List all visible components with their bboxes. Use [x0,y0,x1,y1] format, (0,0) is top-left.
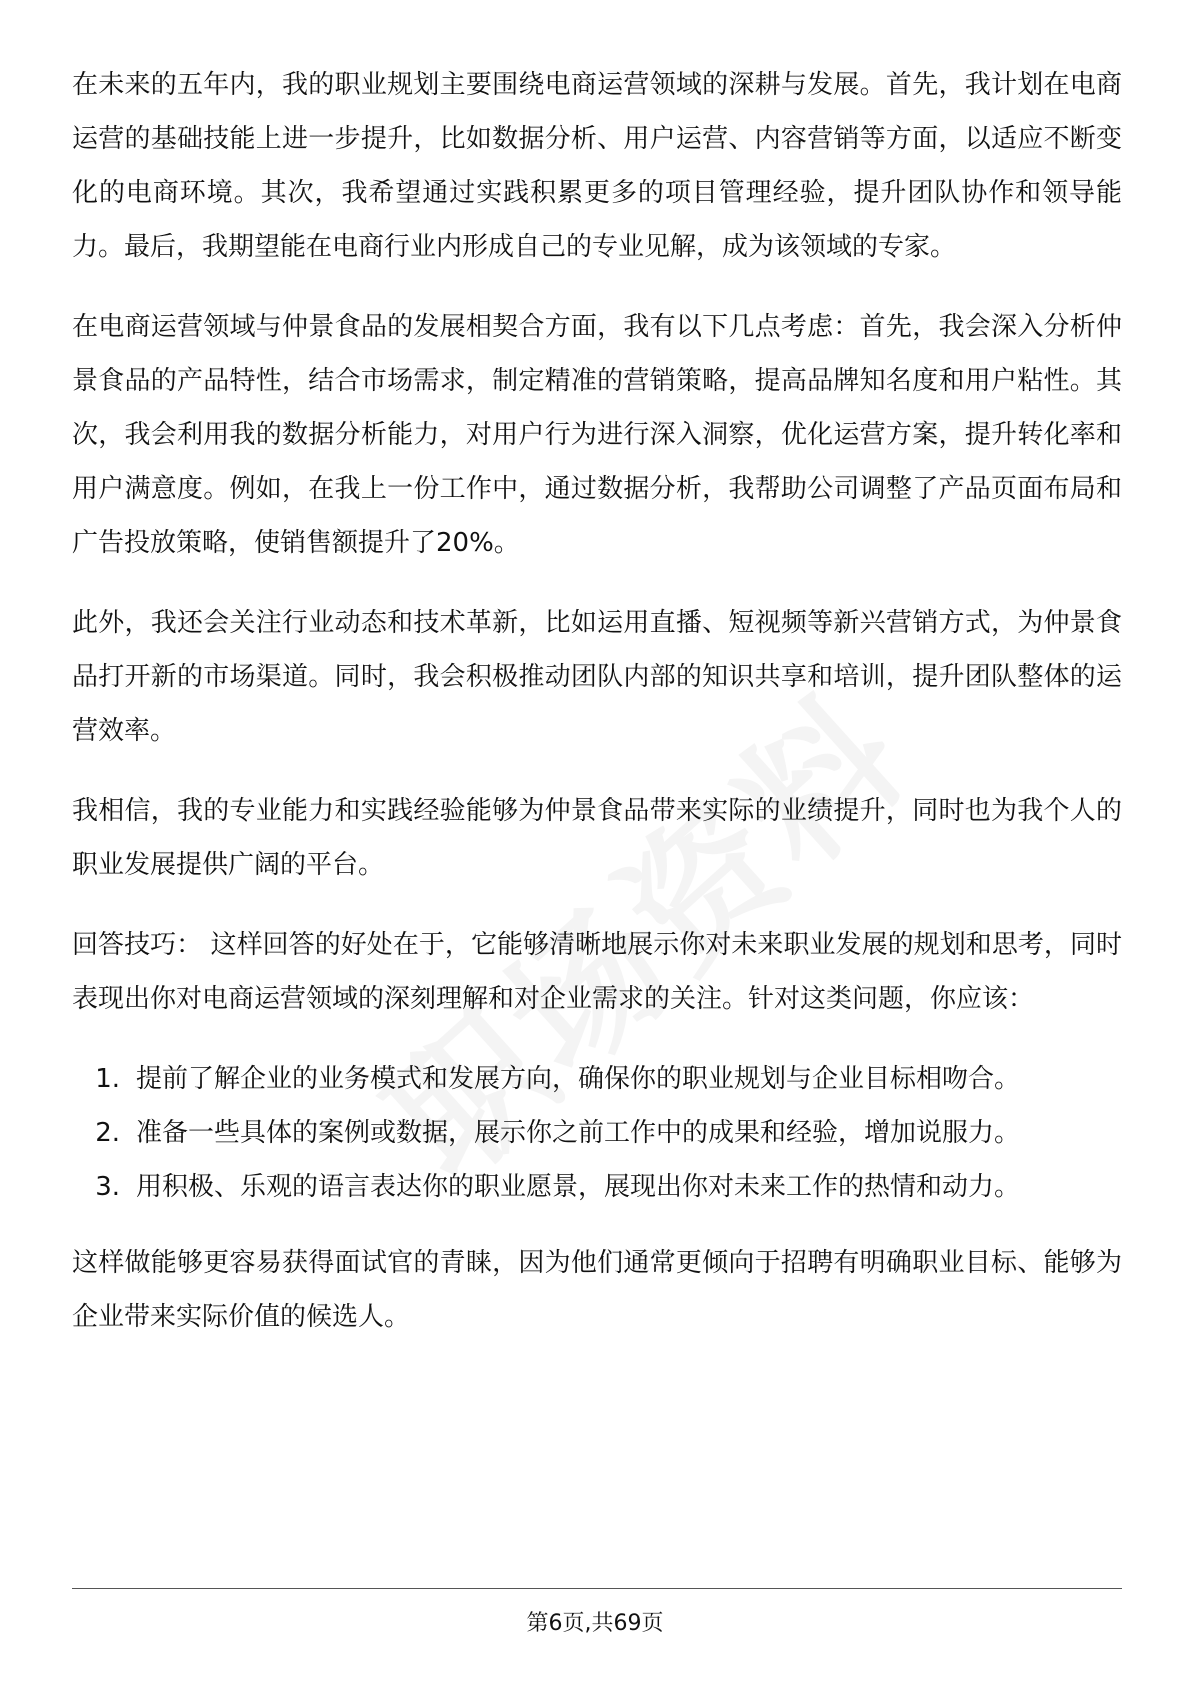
list-item-text: 提前了解企业的业务模式和发展方向，确保你的职业规划与企业目标相吻合。 [136,1064,1021,1094]
list-item-text: 用积极、乐观的语言表达你的职业愿景，展现出你对未来工作的热情和动力。 [136,1172,1021,1202]
paragraph-closing: 这样做能够更容易获得面试官的青睐，因为他们通常更倾向于招聘有明确职业目标、能够为企业带来实际价值的候选人。 [72,1248,1122,1332]
paragraph-answer-tips: 回答技巧： 这样回答的好处在于，它能够清晰地展示你对未来职业发展的规划和思考，同时表现出你对电商运营领域的深刻理解和对企业需求的关注。针对这类问题，你应该： [72,930,1122,1014]
paragraph-industry-trends: 此外，我还会关注行业动态和技术革新，比如运用直播、短视频等新兴营销方式，为仲景食品打开新的市场渠道。同时，我会积极推动团队内部的知识共享和培训，提升团队整体的运营效率。 [72,608,1122,746]
list-item [72,1160,1122,1214]
document-body [72,58,1122,1370]
paragraph-career-plan: 在未来的五年内，我的职业规划主要围绕电商运营领域的深耕与发展。首先，我计划在电商运营的基础技能上进一步提升，比如数据分析、用户运营、内容营销等方面，以适应不断变化的电商环境。其次，我希望通过实践积累更多的项目管理经验，提升团队协作和领导能力。最后，我期望能在电商行业内形成自己的专业见解，成为该领域的专家。 [72,70,1122,262]
list-item [72,1106,1122,1160]
paragraph-company-fit: 在电商运营领域与仲景食品的发展相契合方面，我有以下几点考虑：首先，我会深入分析仲景食品的产品特性，结合市场需求，制定精准的营销策略，提高品牌知名度和用户粘性。其次，我会利用我的数据分析能力，对用户行为进行深入洞察，优化运营方案，提升转化率和用户满意度。例如，在我上一份工作中，通过数据分析，我帮助公司调整了产品页面布局和广告投放策略，使销售额提升了20%。 [72,312,1122,558]
footer-divider [72,1588,1122,1589]
paragraph-belief: 我相信，我的专业能力和实践经验能够为仲景食品带来实际的业绩提升，同时也为我个人的职业发展提供广阔的平台。 [72,796,1122,880]
list-item [72,1052,1122,1106]
list-item-text: 准备一些具体的案例或数据，展示你之前工作中的成果和经验，增加说服力。 [136,1118,1021,1148]
list-item-number: 2. [95,1118,120,1148]
list-item-number: 1. [95,1064,120,1094]
list-item-number: 3. [95,1172,120,1202]
tips-list [72,1052,1122,1214]
page-number: 第6页,共69页 [526,1611,664,1636]
